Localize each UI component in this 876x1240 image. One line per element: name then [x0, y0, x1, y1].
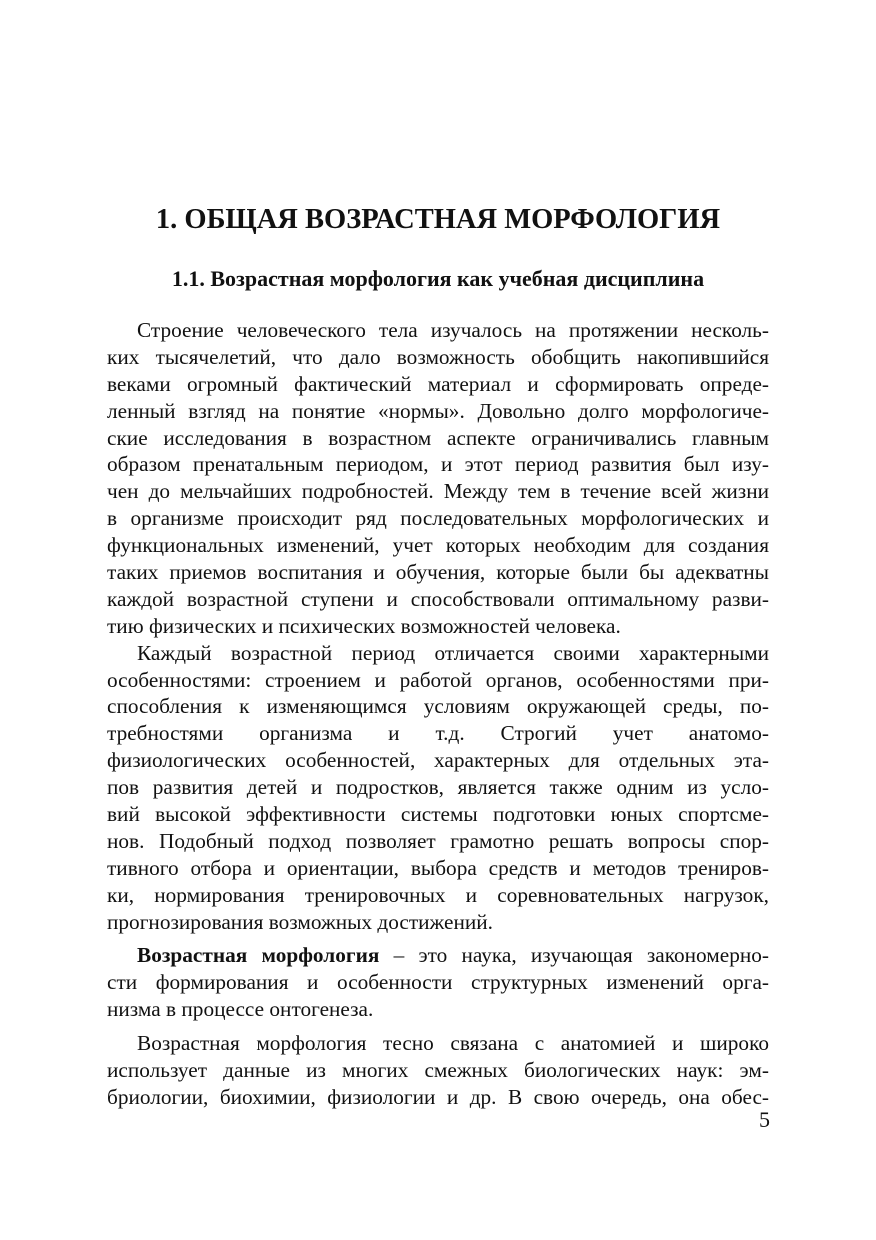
text-line [107, 942, 769, 969]
text-line: Строение человеческого тела изучалось на протяжении несколь- [137, 318, 769, 342]
text-line: функциональных изменений, учет которых необходим для создания [107, 533, 769, 558]
text-line: веками огромный фактический материал и сформировать опреде- [107, 371, 769, 396]
text-line: прогнозирования возможных достижений. [107, 909, 493, 934]
definition-text: – это наука, изучающая закономерно- [379, 943, 769, 968]
page-number: 5 [759, 1107, 770, 1132]
text-line: особенностями: строением и работой органов, особенностями при- [107, 667, 769, 692]
text-line: ки, нормирования тренировочных и соревновательных нагрузок, [107, 882, 769, 907]
text-line: тивного отбора и ориентации, выбора средств и методов трениров- [107, 855, 769, 880]
text-line: пов развития детей и подростков, является также одним из усло- [107, 775, 769, 800]
text-line: низма в процессе онтогенеза. [107, 997, 374, 1022]
text-line: требностями организма и т.д. Строгий учет анатомо- [107, 721, 769, 746]
text-line: таких приемов воспитания и обучения, которые были бы адекватны [107, 560, 769, 585]
text-line: вий высокой эффективности системы подготовки юных спортсме- [107, 802, 769, 827]
section-title: 1.1. Возрастная морфология как учебная дисциплина [171, 266, 705, 291]
text-line: ких тысячелетий, что дало возможность обобщить накопившийся [107, 344, 769, 369]
text-line: нов. Подобный подход позволяет грамотно решать вопросы спор- [107, 828, 769, 853]
text-line: физиологических особенностей, характерных для отдельных эта- [107, 748, 769, 773]
chapter-title: 1. ОБЩАЯ ВОЗРАСТНАЯ МОРФОЛОГИЯ [155, 204, 721, 235]
paragraph-spacer [107, 935, 769, 942]
text-line: образом пренатальным периодом, и этот период развития был изу- [107, 452, 769, 477]
text-line: чен до мельчайших подробностей. Между тем в течение всей жизни [107, 479, 769, 504]
defined-term: Возрастная морфология [137, 943, 380, 968]
paragraph-spacer [107, 1023, 769, 1030]
text-line: способления к изменяющимся условиям окружающей среды, по- [107, 694, 769, 719]
text-line: использует данные из многих смежных биологических наук: эм- [107, 1058, 769, 1083]
paragraph-1 [107, 317, 769, 640]
text-line: сти формирования и особенности структурных изменений орга- [107, 970, 769, 995]
paragraph-2 [107, 640, 769, 936]
text-line: каждой возрастной ступени и способствовали оптимальному разви- [107, 586, 769, 611]
text-line: Каждый возрастной период отличается своими характерными [137, 640, 769, 665]
text-line: тию физических и психических возможностей человека. [107, 613, 621, 638]
text-line: в организме происходит ряд последовательных морфологических и [107, 506, 769, 531]
body-text [107, 317, 769, 1111]
paragraph-3 [107, 942, 769, 1023]
paragraph-4 [107, 1030, 769, 1111]
text-line: ленный взгляд на понятие «нормы». Довольно долго морфологиче- [107, 398, 769, 423]
text-line: Возрастная морфология тесно связана с анатомией и широко [137, 1031, 769, 1056]
text-line: бриологии, биохимии, физиологии и др. В свою очередь, она обес- [107, 1084, 769, 1109]
text-line: ские исследования в возрастном аспекте ограничивались главным [107, 425, 769, 450]
